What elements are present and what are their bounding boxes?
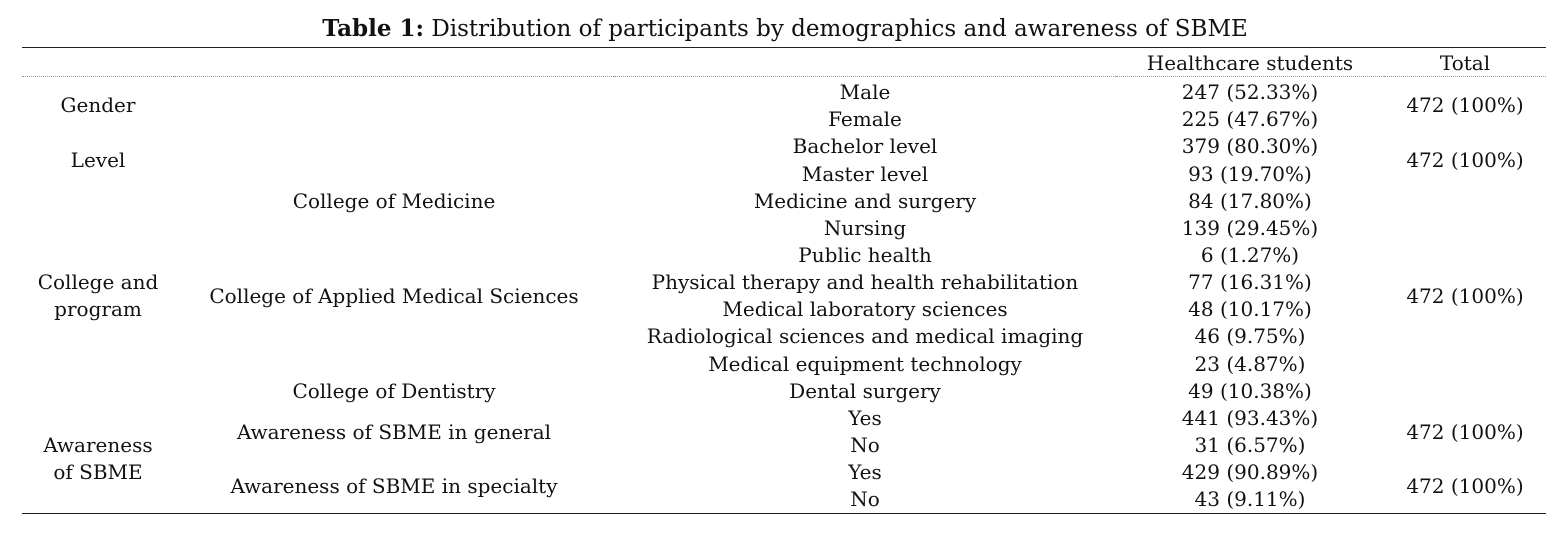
total-awareness-general: 472 (100%) <box>1406 420 1524 444</box>
row-item: Male <box>839 80 891 104</box>
row-item: Medical laboratory sciences <box>722 297 1008 321</box>
subgroup-awareness-general: Awareness of SBME in general <box>236 420 552 444</box>
row-value: 379 (80.30%) <box>1181 134 1319 158</box>
row-value: 6 (1.27%) <box>1200 243 1300 267</box>
row-item: No <box>850 487 880 511</box>
group-level: Level <box>70 148 126 172</box>
row-value: 225 (47.67%) <box>1181 107 1319 131</box>
row-value: 429 (90.89%) <box>1181 460 1319 484</box>
group-college-line2: program <box>54 297 142 321</box>
row-value: 441 (93.43%) <box>1181 406 1319 430</box>
row-value: 46 (9.75%) <box>1194 324 1306 348</box>
row-item: Public health <box>798 243 932 267</box>
row-item: Physical therapy and health rehabilitation <box>651 270 1079 294</box>
row-value: 48 (10.17%) <box>1188 297 1312 321</box>
group-awareness-line1: Awareness <box>43 433 153 457</box>
row-item: Yes <box>848 460 882 484</box>
row-item: Radiological sciences and medical imaging <box>646 324 1084 348</box>
top-rule <box>22 47 1546 48</box>
row-value: 84 (17.80%) <box>1188 189 1312 213</box>
subgroup-college-of-dentistry: College of Dentistry <box>292 379 496 403</box>
header-rule <box>174 76 614 77</box>
header-healthcare-students: Healthcare students <box>1146 51 1354 75</box>
table-caption <box>0 14 1554 44</box>
row-value: 247 (52.33%) <box>1181 80 1319 104</box>
total-level: 472 (100%) <box>1406 148 1524 172</box>
total-college: 472 (100%) <box>1406 284 1524 308</box>
row-item: Dental surgery <box>789 379 941 403</box>
header-rule <box>614 76 1116 77</box>
subgroup-college-of-applied-medical-sciences: College of Applied Medical Sciences <box>209 284 579 308</box>
row-value: 77 (16.31%) <box>1188 270 1312 294</box>
row-value: 49 (10.38%) <box>1188 379 1312 403</box>
total-gender: 472 (100%) <box>1406 93 1524 117</box>
header-total: Total <box>1439 51 1491 75</box>
total-awareness-specialty: 472 (100%) <box>1406 474 1524 498</box>
subgroup-awareness-specialty: Awareness of SBME in specialty <box>230 474 558 498</box>
header-rule <box>22 76 174 77</box>
row-item: Master level <box>801 162 929 186</box>
row-item: Medical equipment technology <box>708 352 1022 376</box>
group-awareness-line2: of SBME <box>53 460 143 484</box>
row-item: No <box>850 433 880 457</box>
row-item: Female <box>828 107 902 131</box>
row-item: Medicine and surgery <box>753 189 977 213</box>
row-value: 139 (29.45%) <box>1181 216 1319 240</box>
group-college-line1: College and <box>37 270 159 294</box>
row-item: Nursing <box>823 216 907 240</box>
group-gender: Gender <box>60 93 136 117</box>
row-value: 43 (9.11%) <box>1194 487 1306 511</box>
row-value: 93 (19.70%) <box>1188 162 1312 186</box>
table-caption-text: Distribution of participants by demographics and awareness of SBME <box>431 16 1248 42</box>
bottom-rule <box>22 513 1546 514</box>
table-caption-label: Table 1: <box>322 15 424 42</box>
row-value: 31 (6.57%) <box>1194 433 1306 457</box>
row-item: Yes <box>848 406 882 430</box>
subgroup-college-of-medicine: College of Medicine <box>292 189 496 213</box>
row-value: 23 (4.87%) <box>1194 352 1306 376</box>
row-item: Bachelor level <box>792 134 938 158</box>
